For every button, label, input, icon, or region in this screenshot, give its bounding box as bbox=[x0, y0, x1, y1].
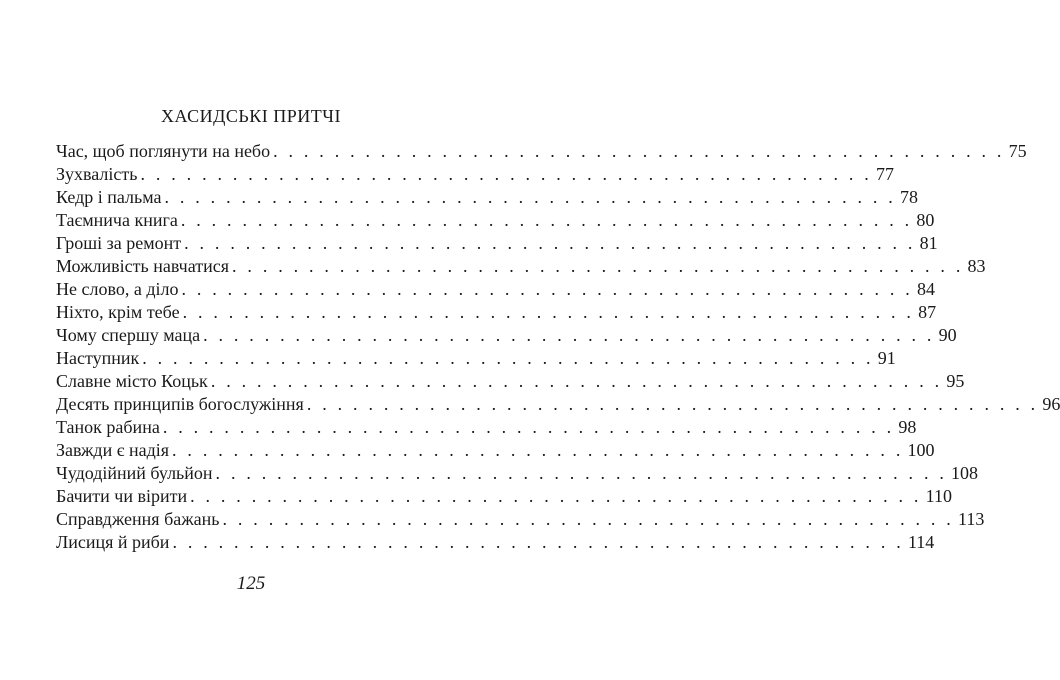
toc-entry-title: Таємнича книга bbox=[56, 210, 178, 230]
toc-entry-title: Лисиця й риби bbox=[56, 532, 170, 552]
toc-entry bbox=[56, 508, 985, 531]
toc-entry-page: 108 bbox=[951, 463, 979, 483]
toc-entry-title: Зухвалість bbox=[56, 164, 138, 184]
toc-entry-page: 84 bbox=[916, 279, 935, 299]
toc-entry bbox=[56, 140, 1027, 163]
toc-entry-page: 80 bbox=[916, 210, 935, 230]
toc-entry bbox=[56, 255, 986, 278]
toc-entry bbox=[56, 324, 957, 347]
toc-entry-title: Гроші за ремонт bbox=[56, 233, 182, 253]
toc-entry-title: Справдження бажань bbox=[56, 509, 220, 529]
toc-entry-title: Можливість навчатися bbox=[56, 256, 230, 276]
toc-entry bbox=[56, 232, 938, 255]
toc-entry-page: 100 bbox=[907, 440, 935, 460]
toc-entry-title: Наступник bbox=[56, 348, 140, 368]
toc-leader-dots: . . . . . . . . . . . . . . . . . . . . . . . . . . . . . . . . . . . . . . . . . . . . . . . . bbox=[162, 417, 895, 437]
toc-entry-title: Чудодійний бульйон bbox=[56, 463, 213, 483]
toc-entry bbox=[56, 301, 937, 324]
toc-entry bbox=[56, 393, 1060, 416]
toc-entry-title: Кедр і пальма bbox=[56, 187, 162, 207]
toc-entry-page: 75 bbox=[1008, 141, 1027, 161]
toc-entry-page: 95 bbox=[946, 371, 965, 391]
toc-leader-dots: . . . . . . . . . . . . . . . . . . . . . . . . . . . . . . . . . . . . . . . . . . . . . . . . bbox=[181, 279, 913, 299]
toc-leader-dots: . . . . . . . . . . . . . . . . . . . . . . . . . . . . . . . . . . . . . . . . . . . . . . . . bbox=[172, 532, 904, 552]
toc-entry-title: Чому спершу маца bbox=[56, 325, 201, 345]
toc-entry-page: 78 bbox=[899, 187, 918, 207]
toc-entry-title: Бачити чи вірити bbox=[56, 486, 188, 506]
page-number: 125 bbox=[236, 573, 266, 594]
toc-leader-dots: . . . . . . . . . . . . . . . . . . . . . . . . . . . . . . . . . . . . . . . . . . . . . . . . bbox=[215, 463, 948, 483]
toc-leader-dots: . . . . . . . . . . . . . . . . . . . . . . . . . . . . . . . . . . . . . . . . . . . . . . . . bbox=[184, 233, 916, 253]
toc-entry-page: 77 bbox=[875, 164, 894, 184]
toc-entry bbox=[56, 370, 965, 393]
toc-entry-page: 90 bbox=[938, 325, 957, 345]
toc-entry-page: 83 bbox=[967, 256, 986, 276]
toc-entry-page: 81 bbox=[919, 233, 938, 253]
toc-entry-page: 98 bbox=[898, 417, 917, 437]
toc-leader-dots: . . . . . . . . . . . . . . . . . . . . . . . . . . . . . . . . . . . . . . . . . . . . . . . . bbox=[210, 371, 943, 391]
toc-leader-dots: . . . . . . . . . . . . . . . . . . . . . . . . . . . . . . . . . . . . . . . . . . . . . . . . bbox=[172, 440, 904, 460]
toc-leader-dots: . . . . . . . . . . . . . . . . . . . . . . . . . . . . . . . . . . . . . . . . . . . . . . . . bbox=[142, 348, 874, 368]
toc-entry-page: 110 bbox=[925, 486, 952, 506]
toc-leader-dots: . . . . . . . . . . . . . . . . . . . . . . . . . . . . . . . . . . . . . . . . . . . . . . . . bbox=[273, 141, 1005, 161]
toc-entry bbox=[56, 531, 935, 554]
toc-entry bbox=[56, 186, 918, 209]
toc-leader-dots: . . . . . . . . . . . . . . . . . . . . . . . . . . . . . . . . . . . . . . . . . . . . . . . . bbox=[232, 256, 964, 276]
toc-leader-dots: . . . . . . . . . . . . . . . . . . . . . . . . . . . . . . . . . . . . . . . . . . . . . . . . bbox=[182, 302, 915, 322]
section-title: ХАСИДСЬКІ ПРИТЧІ bbox=[161, 106, 341, 126]
table-of-contents bbox=[56, 140, 1060, 554]
toc-entry bbox=[56, 347, 896, 370]
toc-entry bbox=[56, 462, 979, 485]
toc-entry bbox=[56, 163, 894, 186]
toc-entry-title: Час, щоб поглянути на небо bbox=[56, 141, 271, 161]
toc-entry-page: 87 bbox=[918, 302, 937, 322]
toc-leader-dots: . . . . . . . . . . . . . . . . . . . . . . . . . . . . . . . . . . . . . . . . . . . . . . . . bbox=[203, 325, 935, 345]
toc-entry-page: 113 bbox=[958, 509, 985, 529]
toc-entry bbox=[56, 209, 935, 232]
toc-leader-dots: . . . . . . . . . . . . . . . . . . . . . . . . . . . . . . . . . . . . . . . . . . . . . . . . bbox=[180, 210, 913, 230]
toc-entry bbox=[56, 439, 935, 462]
toc-entry bbox=[56, 278, 935, 301]
toc-entry-page: 91 bbox=[877, 348, 896, 368]
toc-entry bbox=[56, 485, 952, 508]
toc-leader-dots: . . . . . . . . . . . . . . . . . . . . . . . . . . . . . . . . . . . . . . . . . . . . . . . . bbox=[190, 486, 922, 506]
toc-entry-title: Танок рабина bbox=[56, 417, 160, 437]
toc-entry-page: 114 bbox=[907, 532, 935, 552]
toc-leader-dots: . . . . . . . . . . . . . . . . . . . . . . . . . . . . . . . . . . . . . . . . . . . . . . . . bbox=[164, 187, 896, 207]
toc-leader-dots: . . . . . . . . . . . . . . . . . . . . . . . . . . . . . . . . . . . . . . . . . . . . . . . . bbox=[306, 394, 1039, 414]
toc-entry bbox=[56, 416, 917, 439]
toc-entry-page: 96 bbox=[1042, 394, 1060, 414]
toc-entry-title: Завжди є надія bbox=[56, 440, 170, 460]
toc-leader-dots: . . . . . . . . . . . . . . . . . . . . . . . . . . . . . . . . . . . . . . . . . . . . . . . . bbox=[140, 164, 872, 184]
toc-entry-title: Не слово, а діло bbox=[56, 279, 179, 299]
toc-leader-dots: . . . . . . . . . . . . . . . . . . . . . . . . . . . . . . . . . . . . . . . . . . . . . . . . bbox=[222, 509, 954, 529]
toc-entry-title: Ніхто, крім тебе bbox=[56, 302, 180, 322]
toc-entry-title: Десять принципів богослужіння bbox=[56, 394, 304, 414]
toc-entry-title: Славне місто Коцьк bbox=[56, 371, 208, 391]
